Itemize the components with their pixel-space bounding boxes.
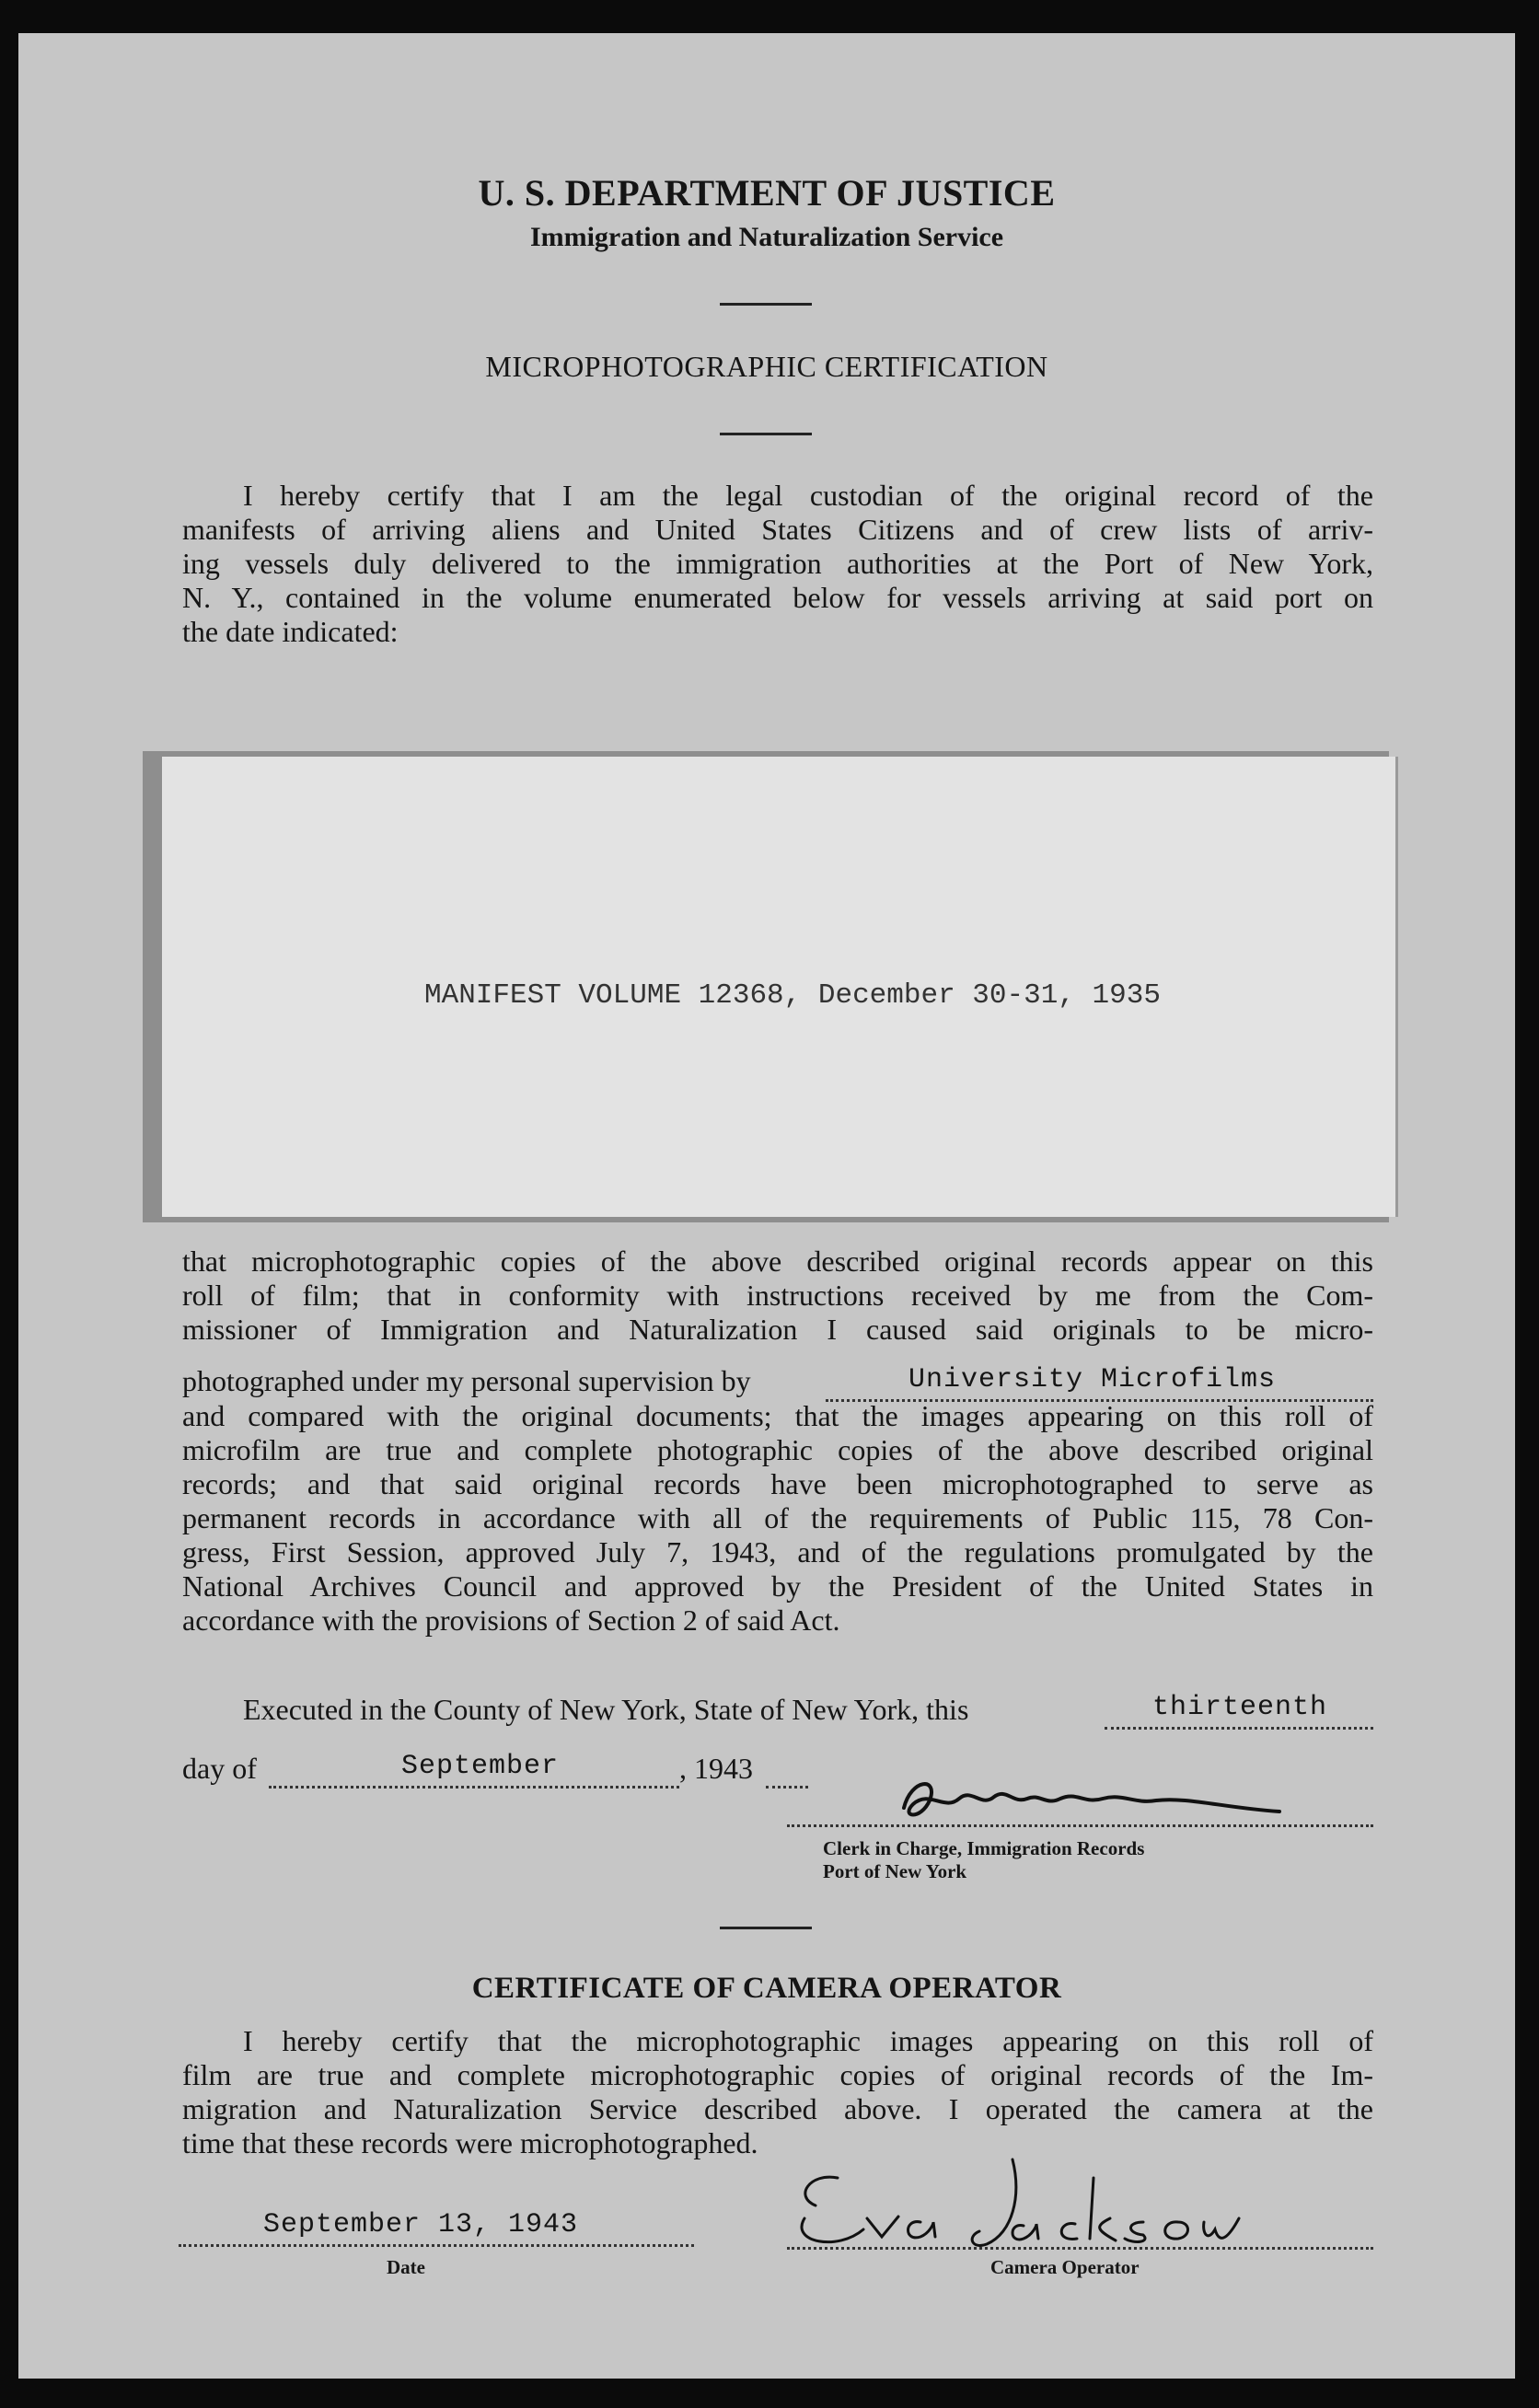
date-value: September 13, 1943 [263, 2209, 579, 2240]
operator-label: Camera Operator [990, 2256, 1140, 2278]
supervision-field [826, 1364, 1373, 1402]
intro-paragraph [182, 479, 1373, 649]
body-line: roll of film; that in conformity with instructions received by me from the Com- [182, 1279, 1373, 1312]
agency-title: U. S. DEPARTMENT OF JUSTICE [478, 172, 1056, 214]
body-line: accordance with the provisions of Section 2 of said Act. [182, 1603, 840, 1637]
certification-body-a [182, 1245, 1373, 1347]
operator-line: film are true and complete microphotographic copies of original records of the Im- [182, 2058, 1373, 2091]
intro-line: manifests of arriving aliens and United States Citizens and of crew lists of arriv- [182, 513, 1373, 546]
supervision-value: University Microfilms [908, 1364, 1277, 1395]
day-of-label: day of [182, 1752, 257, 1785]
body-line: that microphotographic copies of the above described original records appear on this [182, 1245, 1373, 1278]
supervision-label: photographed under my personal supervision by [182, 1364, 751, 1397]
header-divider-1 [720, 303, 812, 306]
execution-year: , 1943 [679, 1752, 753, 1785]
intro-line: N. Y., contained in the volume enumerated below for vessels arriving at said port on [182, 581, 1373, 614]
operator-signature [782, 2141, 1261, 2265]
body-line: missioner of Immigration and Naturalization I caused said originals to be micro- [182, 1313, 1373, 1346]
execution-month-value: September [401, 1751, 560, 1782]
operator-paragraph [182, 2024, 1373, 2160]
operator-line: time that these records were microphotographed. [182, 2126, 758, 2159]
volume-card [162, 757, 1398, 1217]
operator-line: I hereby certify that the microphotographic images appearing on this roll of [243, 2024, 1373, 2057]
execution-month-field [269, 1751, 679, 1789]
certification-body-b [182, 1399, 1373, 1638]
operator-heading: CERTIFICATE OF CAMERA OPERATOR [471, 1972, 1062, 2005]
service-subtitle: Immigration and Naturalization Service [529, 222, 1004, 252]
section-divider [720, 1927, 812, 1929]
volume-card-text: MANIFEST VOLUME 12368, December 30-31, 1935 [424, 979, 1161, 1012]
execution-prefix: Executed in the County of New York, State of New York, this [243, 1693, 969, 1726]
date-label: Date [387, 2256, 425, 2278]
document-title: MICROPHOTOGRAPHIC CERTIFICATION [485, 350, 1048, 383]
intro-line: I hereby certify that I am the legal custodian of the original record of the [243, 479, 1373, 512]
clerk-title: Clerk in Charge, Immigration Records [823, 1837, 1145, 1859]
clerk-signature [893, 1771, 1298, 1842]
operator-line: migration and Naturalization Service described above. I operated the camera at the [182, 2092, 1373, 2125]
header-divider-2 [720, 433, 812, 435]
execution-day-field [1105, 1692, 1373, 1730]
body-line: gress, First Session, approved July 7, 1943, and of the regulations promulgated by the [182, 1535, 1373, 1569]
body-line: records; and that said original records have been microphotographed to serve as [182, 1467, 1373, 1500]
body-line: permanent records in accordance with all of the requirements of Public 115, 78 Con- [182, 1501, 1373, 1534]
execution-day-value: thirteenth [1152, 1692, 1328, 1723]
date-field [179, 2209, 694, 2247]
clerk-port: Port of New York [823, 1860, 967, 1882]
body-line: and compared with the original documents; that the images appearing on this roll of [182, 1399, 1373, 1432]
intro-line: ing vessels duly delivered to the immigration authorities at the Port of New York, [182, 547, 1373, 580]
certificate-page [18, 33, 1515, 2379]
intro-line: the date indicated: [182, 615, 399, 648]
body-line: National Archives Council and approved by the President of the United States in [182, 1569, 1373, 1603]
body-line: microfilm are true and complete photographic copies of the above described original [182, 1433, 1373, 1466]
execution-year-dots [766, 1751, 808, 1789]
